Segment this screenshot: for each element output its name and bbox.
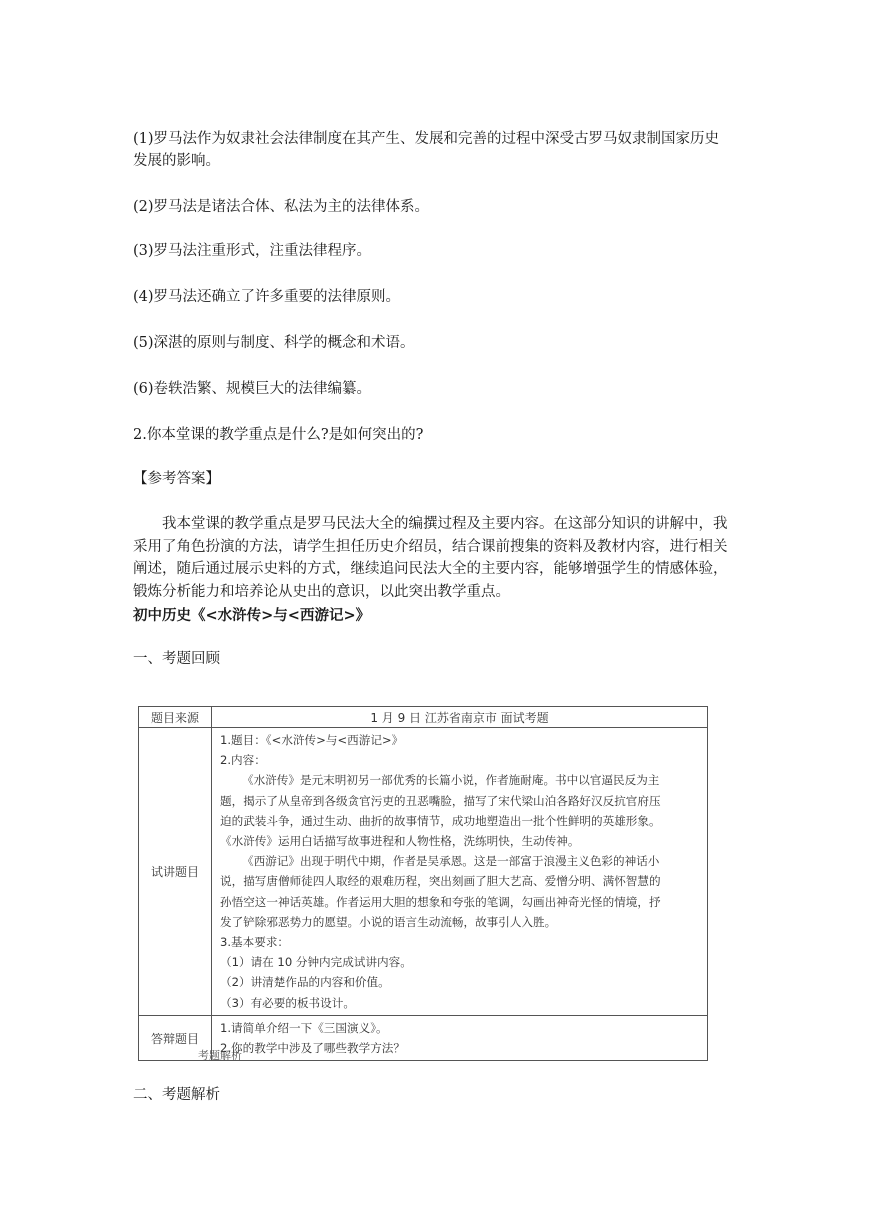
qa-line: 2.你的教学中涉及了哪些教学方法？ bbox=[220, 1041, 405, 1056]
paragraph-item-2: (2)罗马法是诸法合体、私法为主的法律体系。 bbox=[133, 199, 430, 215]
lecture-line: 孙悟空这一神话英雄。作者运用大胆的想象和夸张的笔调，勾画出神奇光怪的情境，抒 bbox=[220, 894, 661, 909]
lecture-line: 1.题目：《<水浒传>与<西游记>》 bbox=[220, 733, 404, 747]
reference-answer-heading: 【参考答案】 bbox=[133, 471, 220, 487]
lecture-line: 《水浒传》运用白话描写故事进程和人物性格，洗练明快，生动传神。 bbox=[220, 834, 580, 849]
lecture-line: 3.基本要求： bbox=[220, 935, 290, 950]
lecture-label: 试讲题目 bbox=[139, 728, 212, 1016]
answer-paragraph: 我本堂课的教学重点是罗马民法大全的编撰过程及主要内容。在这部分知识的讲解中，我采用了角色扮演的方法，请学生担任历史介绍员，结合课前搜集的资料及教材内容，进行相关阐述，随后通过展示史料的方式，继续追问民法大全的主要内容，能够增强学生的情感体验，锻炼分析能力和培养论从史出的意识，以此突出教学重点。 bbox=[133, 516, 728, 600]
paragraph-item-1: (1)罗马法作为奴隶社会法律制度在其产生、发展和完善的过程中深受古罗马奴隶制国家历史发展的影响。 bbox=[133, 131, 720, 169]
paragraph-item-3: (3)罗马法注重形式，注重法律程序。 bbox=[133, 243, 372, 259]
exam-table-image bbox=[138, 706, 708, 1062]
lecture-line: 题，揭示了从皇帝到各级贪官污吏的丑恶嘴脸，描写了宋代梁山泊各路好汉反抗官府压 bbox=[220, 793, 661, 808]
qa-content bbox=[212, 1015, 708, 1060]
paragraph-item-4: (4)罗马法还确立了许多重要的法律原则。 bbox=[133, 289, 401, 305]
lecture-line: （3）有必要的板书设计。 bbox=[220, 995, 355, 1010]
lecture-line: 发了铲除邪恶势力的愿望。小说的语言生动流畅，故事引人入胜。 bbox=[220, 914, 557, 929]
lecture-line: 迫的武装斗争，通过生动、曲折的故事情节，成功地塑造出一批个性鲜明的英雄形象。 bbox=[220, 813, 661, 828]
paragraph-item-5: (5)深湛的原则与制度、科学的概念和术语。 bbox=[133, 335, 415, 351]
lecture-line: 《西游记》出现于明代中期，作者是吴承恩。这是一部富于浪漫主义色彩的神话小 bbox=[242, 854, 660, 869]
source-value: 1 月 9 日 江苏省南京市 面试考题 bbox=[212, 707, 708, 728]
review-heading: 一、考题回顾 bbox=[133, 651, 220, 667]
lecture-line: （1）请在 10 分钟内完成试讲内容。 bbox=[220, 955, 412, 970]
paragraph-item-6: (6)卷轶浩繁、规模巨大的法律编纂。 bbox=[133, 381, 372, 397]
table-row bbox=[139, 707, 708, 728]
analysis-heading: 二、考题解析 bbox=[133, 1087, 220, 1103]
table-row bbox=[139, 728, 708, 1016]
cropped-caption: 考题解析 bbox=[198, 1049, 242, 1062]
exam-table bbox=[138, 706, 708, 1061]
section-title: 初中历史《<水浒传>与<西游记>》 bbox=[133, 607, 371, 624]
question-2: 2.你本堂课的教学重点是什么?是如何突出的? bbox=[133, 427, 424, 443]
qa-line: 1.请简单介绍一下《三国演义》。 bbox=[220, 1020, 388, 1035]
lecture-line: 说，描写唐僧师徒四人取经的艰难历程，突出刻画了胆大艺高、爱憎分明、满怀智慧的 bbox=[220, 874, 661, 889]
lecture-content bbox=[212, 728, 708, 1016]
qa-label: 答辩题目 bbox=[139, 1015, 212, 1060]
lecture-line: （2）讲清楚作品的内容和价值。 bbox=[220, 975, 390, 990]
lecture-line: 《水浒传》是元末明初另一部优秀的长篇小说，作者施耐庵。书中以官逼民反为主 bbox=[242, 773, 660, 788]
source-label: 题目来源 bbox=[139, 707, 212, 728]
lecture-line: 2.内容： bbox=[220, 753, 266, 768]
